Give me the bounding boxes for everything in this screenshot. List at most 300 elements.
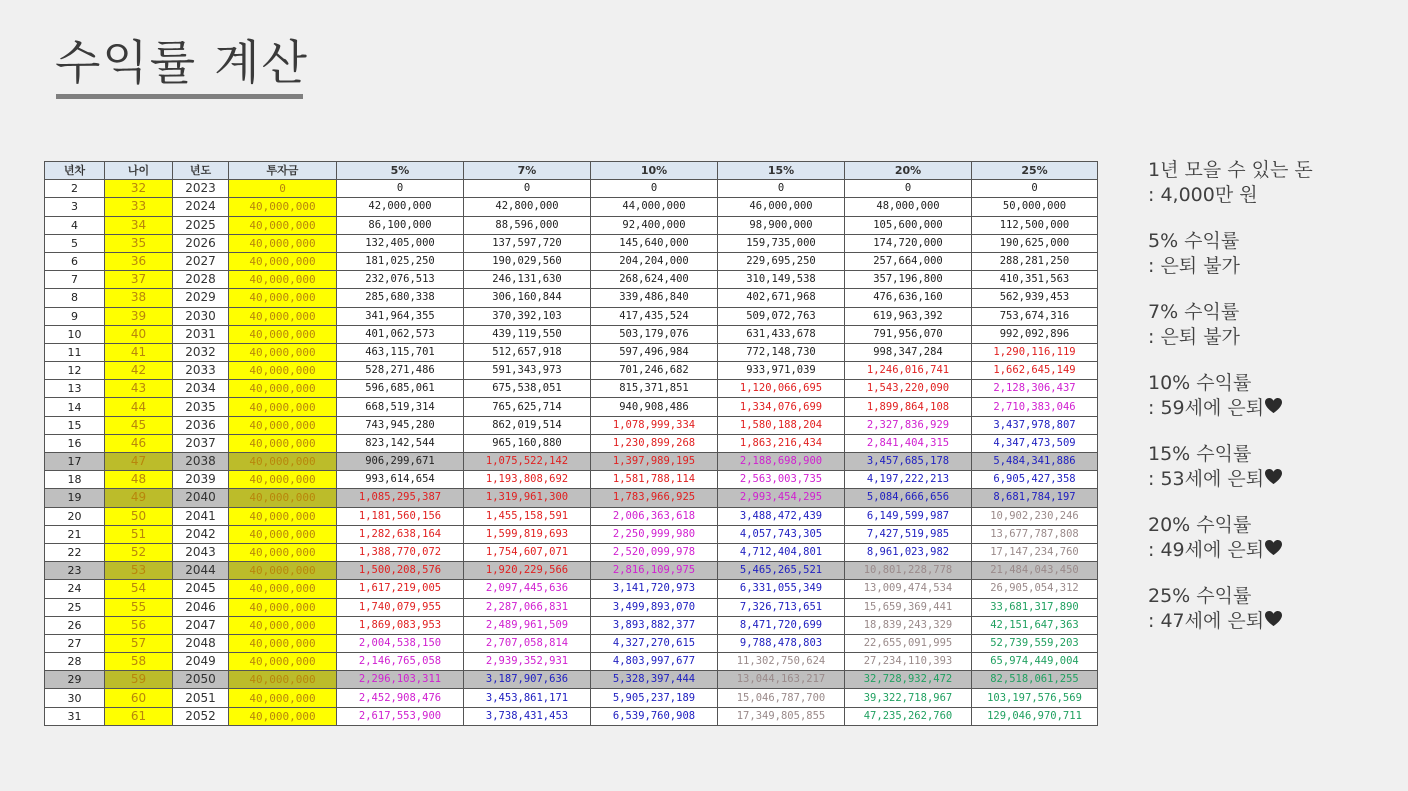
balance-cell: 631,433,678 [718, 325, 845, 343]
note-detail-text: : 은퇴 불가 [1148, 255, 1240, 277]
balance-cell: 3,738,431,453 [464, 707, 591, 725]
investment-cell: 40,000,000 [229, 416, 337, 434]
table-row [45, 380, 1098, 398]
year-index-cell: 2 [45, 180, 105, 198]
balance-cell: 668,519,314 [337, 398, 464, 416]
balance-cell: 2,287,066,831 [464, 598, 591, 616]
investment-cell: 40,000,000 [229, 289, 337, 307]
column-header: 5% [337, 162, 464, 180]
investment-cell: 40,000,000 [229, 380, 337, 398]
balance-cell: 1,869,083,953 [337, 616, 464, 634]
balance-cell: 17,349,805,855 [718, 707, 845, 725]
balance-cell: 21,484,043,450 [972, 562, 1098, 580]
balance-cell: 0 [718, 180, 845, 198]
age-cell: 43 [105, 380, 173, 398]
table-row [45, 343, 1098, 361]
balance-cell: 2,841,404,315 [845, 434, 972, 452]
balance-cell: 0 [845, 180, 972, 198]
year-index-cell: 5 [45, 234, 105, 252]
year-index-cell: 20 [45, 507, 105, 525]
investment-cell: 40,000,000 [229, 580, 337, 598]
balance-cell: 823,142,544 [337, 434, 464, 452]
balance-cell: 2,617,553,900 [337, 707, 464, 725]
balance-cell: 675,538,051 [464, 380, 591, 398]
balance-cell: 2,004,538,150 [337, 634, 464, 652]
year-cell: 2042 [173, 525, 229, 543]
investment-cell: 40,000,000 [229, 362, 337, 380]
column-header: 25% [972, 162, 1098, 180]
table-row [45, 653, 1098, 671]
note-detail [1148, 254, 1398, 279]
balance-cell: 1,319,961,300 [464, 489, 591, 507]
year-index-cell: 22 [45, 543, 105, 561]
year-index-cell: 24 [45, 580, 105, 598]
table-row [45, 271, 1098, 289]
column-header: 투자금 [229, 162, 337, 180]
year-cell: 2049 [173, 653, 229, 671]
age-cell: 53 [105, 562, 173, 580]
note-heading: 7% 수익률 [1148, 301, 1240, 323]
note-detail [1148, 609, 1398, 634]
year-index-cell: 16 [45, 434, 105, 452]
balance-cell: 1,397,989,195 [591, 453, 718, 471]
balance-cell: 232,076,513 [337, 271, 464, 289]
balance-cell: 6,905,427,358 [972, 471, 1098, 489]
table-row [45, 580, 1098, 598]
table-row [45, 434, 1098, 452]
balance-cell: 2,710,383,046 [972, 398, 1098, 416]
column-header: 20% [845, 162, 972, 180]
year-cell: 2027 [173, 252, 229, 270]
balance-cell: 0 [591, 180, 718, 198]
table-row [45, 562, 1098, 580]
balance-cell: 88,596,000 [464, 216, 591, 234]
year-cell: 2046 [173, 598, 229, 616]
investment-cell: 40,000,000 [229, 198, 337, 216]
balance-cell: 3,453,861,171 [464, 689, 591, 707]
balance-cell: 2,707,058,814 [464, 634, 591, 652]
column-header: 년도 [173, 162, 229, 180]
year-cell: 2029 [173, 289, 229, 307]
year-cell: 2035 [173, 398, 229, 416]
year-cell: 2052 [173, 707, 229, 725]
table-row [45, 325, 1098, 343]
table-row [45, 216, 1098, 234]
investment-cell: 40,000,000 [229, 234, 337, 252]
balance-cell: 3,187,907,636 [464, 671, 591, 689]
year-index-cell: 18 [45, 471, 105, 489]
note-heading: 1년 모을 수 있는 돈 [1148, 159, 1313, 181]
note-detail [1148, 467, 1398, 492]
note-detail-text: : 4,000만 원 [1148, 184, 1258, 206]
balance-cell: 174,720,000 [845, 234, 972, 252]
balance-cell: 417,435,524 [591, 307, 718, 325]
balance-cell: 112,500,000 [972, 216, 1098, 234]
investment-cell: 40,000,000 [229, 471, 337, 489]
balance-cell: 1,181,560,156 [337, 507, 464, 525]
balance-cell: 2,006,363,618 [591, 507, 718, 525]
balance-cell: 190,625,000 [972, 234, 1098, 252]
balance-cell: 105,600,000 [845, 216, 972, 234]
year-cell: 2044 [173, 562, 229, 580]
column-header: 7% [464, 162, 591, 180]
investment-cell: 40,000,000 [229, 707, 337, 725]
note-detail [1148, 325, 1398, 350]
investment-cell: 40,000,000 [229, 598, 337, 616]
balance-cell: 181,025,250 [337, 252, 464, 270]
balance-cell: 772,148,730 [718, 343, 845, 361]
table-row [45, 398, 1098, 416]
age-cell: 51 [105, 525, 173, 543]
age-cell: 54 [105, 580, 173, 598]
balance-cell: 791,956,070 [845, 325, 972, 343]
balance-cell: 5,484,341,886 [972, 453, 1098, 471]
year-index-cell: 25 [45, 598, 105, 616]
balance-cell: 7,326,713,651 [718, 598, 845, 616]
investment-cell: 40,000,000 [229, 562, 337, 580]
year-index-cell: 30 [45, 689, 105, 707]
note-detail-text: : 59세에 은퇴 [1148, 397, 1265, 419]
balance-cell: 15,659,369,441 [845, 598, 972, 616]
year-cell: 2048 [173, 634, 229, 652]
balance-cell: 0 [972, 180, 1098, 198]
table-row [45, 289, 1098, 307]
age-cell: 59 [105, 671, 173, 689]
age-cell: 47 [105, 453, 173, 471]
balance-cell: 2,452,908,476 [337, 689, 464, 707]
table-header-row [45, 162, 1098, 180]
year-cell: 2040 [173, 489, 229, 507]
investment-cell: 40,000,000 [229, 252, 337, 270]
page-title: 수익률 계산 [55, 36, 309, 91]
balance-cell: 1,899,864,108 [845, 398, 972, 416]
balance-cell: 1,075,522,142 [464, 453, 591, 471]
balance-cell: 48,000,000 [845, 198, 972, 216]
balance-cell: 476,636,160 [845, 289, 972, 307]
age-cell: 52 [105, 543, 173, 561]
year-index-cell: 28 [45, 653, 105, 671]
balance-cell: 132,405,000 [337, 234, 464, 252]
balance-cell: 1,078,999,334 [591, 416, 718, 434]
balance-cell: 5,328,397,444 [591, 671, 718, 689]
balance-cell: 246,131,630 [464, 271, 591, 289]
note-heading: 10% 수익률 [1148, 372, 1252, 394]
balance-cell: 10,801,228,778 [845, 562, 972, 580]
balance-cell: 596,685,061 [337, 380, 464, 398]
balance-cell: 32,728,932,472 [845, 671, 972, 689]
returns-table [44, 161, 1098, 726]
age-cell: 41 [105, 343, 173, 361]
investment-cell: 40,000,000 [229, 271, 337, 289]
year-cell: 2045 [173, 580, 229, 598]
investment-cell: 40,000,000 [229, 216, 337, 234]
table-row [45, 507, 1098, 525]
table-row [45, 198, 1098, 216]
age-cell: 49 [105, 489, 173, 507]
table-row [45, 489, 1098, 507]
balance-cell: 4,347,473,509 [972, 434, 1098, 452]
retirement-note [1148, 584, 1398, 634]
year-index-cell: 8 [45, 289, 105, 307]
table-row [45, 471, 1098, 489]
balance-cell: 1,581,788,114 [591, 471, 718, 489]
age-cell: 39 [105, 307, 173, 325]
balance-cell: 463,115,701 [337, 343, 464, 361]
balance-cell: 512,657,918 [464, 343, 591, 361]
balance-cell: 26,905,054,312 [972, 580, 1098, 598]
year-cell: 2039 [173, 471, 229, 489]
year-index-cell: 7 [45, 271, 105, 289]
column-header: 나이 [105, 162, 173, 180]
column-header: 15% [718, 162, 845, 180]
investment-cell: 0 [229, 180, 337, 198]
year-cell: 2028 [173, 271, 229, 289]
balance-cell: 3,893,882,377 [591, 616, 718, 634]
balance-cell: 933,971,039 [718, 362, 845, 380]
age-cell: 34 [105, 216, 173, 234]
year-cell: 2026 [173, 234, 229, 252]
age-cell: 55 [105, 598, 173, 616]
balance-cell: 1,120,066,695 [718, 380, 845, 398]
retirement-note [1148, 229, 1398, 279]
age-cell: 57 [105, 634, 173, 652]
balance-cell: 1,282,638,164 [337, 525, 464, 543]
balance-cell: 92,400,000 [591, 216, 718, 234]
investment-cell: 40,000,000 [229, 453, 337, 471]
year-cell: 2024 [173, 198, 229, 216]
table-row [45, 252, 1098, 270]
balance-cell: 1,455,158,591 [464, 507, 591, 525]
balance-cell: 5,465,265,521 [718, 562, 845, 580]
balance-cell: 2,993,454,295 [718, 489, 845, 507]
balance-cell: 2,327,836,929 [845, 416, 972, 434]
balance-cell: 13,677,787,808 [972, 525, 1098, 543]
balance-cell: 743,945,280 [337, 416, 464, 434]
age-cell: 58 [105, 653, 173, 671]
year-index-cell: 26 [45, 616, 105, 634]
year-index-cell: 11 [45, 343, 105, 361]
balance-cell: 906,299,671 [337, 453, 464, 471]
investment-cell: 40,000,000 [229, 634, 337, 652]
year-cell: 2036 [173, 416, 229, 434]
heart-icon [1264, 396, 1283, 421]
table-row [45, 525, 1098, 543]
balance-cell: 103,197,576,569 [972, 689, 1098, 707]
table-row [45, 598, 1098, 616]
balance-cell: 5,905,237,189 [591, 689, 718, 707]
note-detail-text: : 은퇴 불가 [1148, 326, 1240, 348]
balance-cell: 965,160,880 [464, 434, 591, 452]
year-cell: 2025 [173, 216, 229, 234]
note-detail-text: : 49세에 은퇴 [1148, 539, 1265, 561]
balance-cell: 1,085,295,387 [337, 489, 464, 507]
retirement-note [1148, 158, 1398, 208]
balance-cell: 4,712,404,801 [718, 543, 845, 561]
balance-cell: 285,680,338 [337, 289, 464, 307]
balance-cell: 370,392,103 [464, 307, 591, 325]
age-cell: 37 [105, 271, 173, 289]
balance-cell: 159,735,000 [718, 234, 845, 252]
year-index-cell: 12 [45, 362, 105, 380]
balance-cell: 3,141,720,973 [591, 580, 718, 598]
year-cell: 2031 [173, 325, 229, 343]
investment-cell: 40,000,000 [229, 343, 337, 361]
balance-cell: 65,974,449,004 [972, 653, 1098, 671]
year-cell: 2037 [173, 434, 229, 452]
year-index-cell: 3 [45, 198, 105, 216]
year-cell: 2051 [173, 689, 229, 707]
balance-cell: 1,334,076,699 [718, 398, 845, 416]
balance-cell: 47,235,262,760 [845, 707, 972, 725]
balance-cell: 2,128,306,437 [972, 380, 1098, 398]
year-index-cell: 14 [45, 398, 105, 416]
year-index-cell: 10 [45, 325, 105, 343]
note-heading: 25% 수익률 [1148, 585, 1252, 607]
balance-cell: 1,754,607,071 [464, 543, 591, 561]
year-index-cell: 6 [45, 252, 105, 270]
table-row [45, 416, 1098, 434]
balance-cell: 86,100,000 [337, 216, 464, 234]
year-index-cell: 27 [45, 634, 105, 652]
balance-cell: 401,062,573 [337, 325, 464, 343]
balance-cell: 992,092,896 [972, 325, 1098, 343]
balance-cell: 402,671,968 [718, 289, 845, 307]
balance-cell: 439,119,550 [464, 325, 591, 343]
balance-cell: 3,457,685,178 [845, 453, 972, 471]
balance-cell: 3,437,978,807 [972, 416, 1098, 434]
age-cell: 56 [105, 616, 173, 634]
balance-cell: 341,964,355 [337, 307, 464, 325]
balance-cell: 1,863,216,434 [718, 434, 845, 452]
balance-cell: 4,327,270,615 [591, 634, 718, 652]
note-heading: 5% 수익률 [1148, 230, 1240, 252]
investment-cell: 40,000,000 [229, 653, 337, 671]
balance-cell: 288,281,250 [972, 252, 1098, 270]
heart-icon [1264, 538, 1283, 563]
age-cell: 36 [105, 252, 173, 270]
year-cell: 2038 [173, 453, 229, 471]
table-row [45, 362, 1098, 380]
note-heading: 15% 수익률 [1148, 443, 1252, 465]
investment-cell: 40,000,000 [229, 671, 337, 689]
heart-icon [1264, 609, 1283, 634]
balance-cell: 2,146,765,058 [337, 653, 464, 671]
year-index-cell: 15 [45, 416, 105, 434]
balance-cell: 204,204,000 [591, 252, 718, 270]
retirement-note [1148, 371, 1398, 421]
balance-cell: 1,783,966,925 [591, 489, 718, 507]
table-row [45, 234, 1098, 252]
balance-cell: 1,617,219,005 [337, 580, 464, 598]
balance-cell: 46,000,000 [718, 198, 845, 216]
balance-cell: 7,427,519,985 [845, 525, 972, 543]
age-cell: 33 [105, 198, 173, 216]
year-cell: 2030 [173, 307, 229, 325]
balance-cell: 1,662,645,149 [972, 362, 1098, 380]
note-detail-text: : 47세에 은퇴 [1148, 610, 1265, 632]
balance-cell: 10,902,230,246 [972, 507, 1098, 525]
balance-cell: 52,739,559,203 [972, 634, 1098, 652]
balance-cell: 1,290,116,119 [972, 343, 1098, 361]
year-cell: 2034 [173, 380, 229, 398]
investment-cell: 40,000,000 [229, 616, 337, 634]
balance-cell: 42,151,647,363 [972, 616, 1098, 634]
balance-cell: 13,009,474,534 [845, 580, 972, 598]
investment-cell: 40,000,000 [229, 507, 337, 525]
balance-cell: 98,900,000 [718, 216, 845, 234]
balance-cell: 2,188,698,900 [718, 453, 845, 471]
balance-cell: 1,599,819,693 [464, 525, 591, 543]
balance-cell: 2,816,109,975 [591, 562, 718, 580]
table-row [45, 307, 1098, 325]
age-cell: 32 [105, 180, 173, 198]
table-row [45, 689, 1098, 707]
balance-cell: 39,322,718,967 [845, 689, 972, 707]
investment-cell: 40,000,000 [229, 689, 337, 707]
balance-cell: 753,674,316 [972, 307, 1098, 325]
year-cell: 2033 [173, 362, 229, 380]
note-detail-text: : 53세에 은퇴 [1148, 468, 1265, 490]
balance-cell: 3,488,472,439 [718, 507, 845, 525]
balance-cell: 310,149,538 [718, 271, 845, 289]
title-underline [56, 94, 303, 99]
table-row [45, 453, 1098, 471]
balance-cell: 1,246,016,741 [845, 362, 972, 380]
balance-cell: 8,961,023,982 [845, 543, 972, 561]
retirement-note [1148, 513, 1398, 563]
balance-cell: 2,939,352,931 [464, 653, 591, 671]
balance-cell: 2,563,003,735 [718, 471, 845, 489]
balance-cell: 339,486,840 [591, 289, 718, 307]
investment-cell: 40,000,000 [229, 543, 337, 561]
balance-cell: 306,160,844 [464, 289, 591, 307]
year-index-cell: 31 [45, 707, 105, 725]
note-detail [1148, 538, 1398, 563]
year-cell: 2041 [173, 507, 229, 525]
year-cell: 2050 [173, 671, 229, 689]
balance-cell: 145,640,000 [591, 234, 718, 252]
balance-cell: 229,695,250 [718, 252, 845, 270]
column-header: 년차 [45, 162, 105, 180]
year-index-cell: 4 [45, 216, 105, 234]
balance-cell: 1,230,899,268 [591, 434, 718, 452]
balance-cell: 4,197,222,213 [845, 471, 972, 489]
balance-cell: 503,179,076 [591, 325, 718, 343]
balance-cell: 11,302,750,624 [718, 653, 845, 671]
balance-cell: 6,331,055,349 [718, 580, 845, 598]
age-cell: 60 [105, 689, 173, 707]
note-detail [1148, 396, 1398, 421]
balance-cell: 44,000,000 [591, 198, 718, 216]
balance-cell: 1,500,208,576 [337, 562, 464, 580]
balance-cell: 3,499,893,070 [591, 598, 718, 616]
year-index-cell: 23 [45, 562, 105, 580]
balance-cell: 591,343,973 [464, 362, 591, 380]
table-row [45, 543, 1098, 561]
age-cell: 48 [105, 471, 173, 489]
balance-cell: 1,193,808,692 [464, 471, 591, 489]
balance-cell: 257,664,000 [845, 252, 972, 270]
balance-cell: 0 [337, 180, 464, 198]
year-cell: 2023 [173, 180, 229, 198]
balance-cell: 1,920,229,566 [464, 562, 591, 580]
note-heading: 20% 수익률 [1148, 514, 1252, 536]
balance-cell: 1,740,079,955 [337, 598, 464, 616]
column-header: 10% [591, 162, 718, 180]
age-cell: 45 [105, 416, 173, 434]
year-index-cell: 9 [45, 307, 105, 325]
age-cell: 38 [105, 289, 173, 307]
